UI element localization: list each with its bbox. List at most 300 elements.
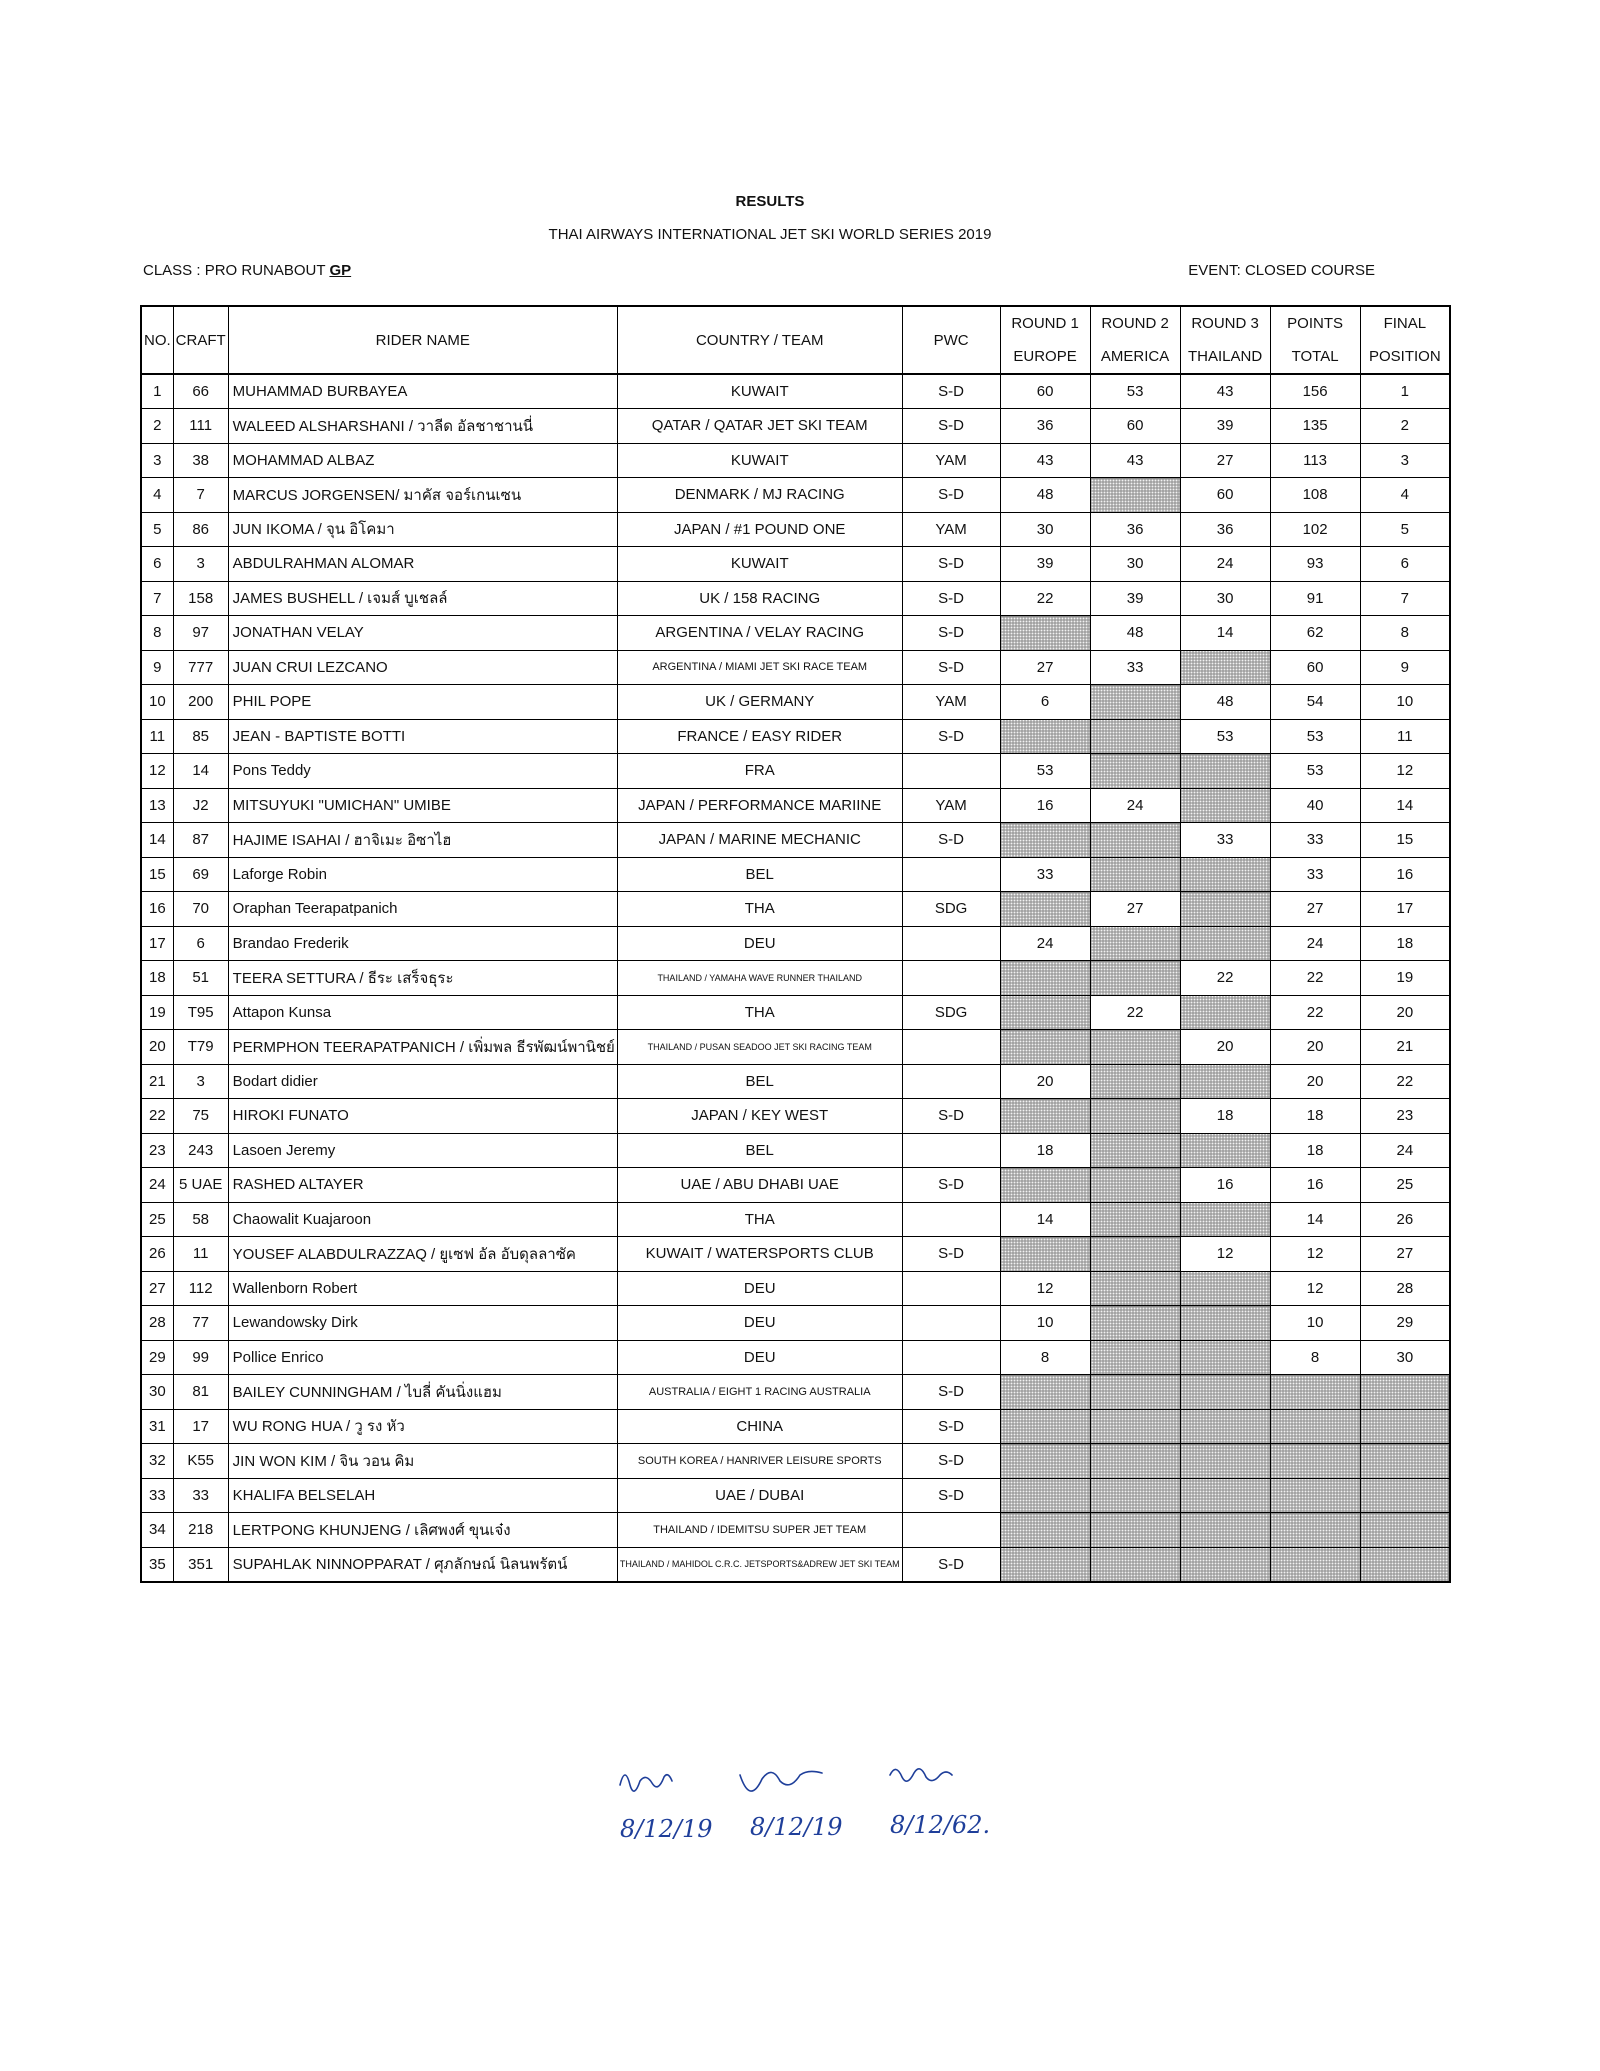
row-round1 <box>1000 1478 1090 1513</box>
row-craft: 86 <box>173 512 228 547</box>
row-pwc <box>902 1340 1000 1375</box>
row-round1 <box>1000 1099 1090 1134</box>
row-no: 23 <box>141 1133 173 1168</box>
row-final-position: 11 <box>1360 719 1450 754</box>
row-craft: 99 <box>173 1340 228 1375</box>
row-round1: 53 <box>1000 754 1090 789</box>
row-no: 13 <box>141 788 173 823</box>
table-row <box>141 1237 1450 1272</box>
row-round1: 48 <box>1000 478 1090 513</box>
row-craft: T79 <box>173 1030 228 1065</box>
row-round3: 39 <box>1180 409 1270 444</box>
row-pwc <box>902 1030 1000 1065</box>
row-rider-name: HAJIME ISAHAI / ฮาจิเมะ อิซาไฮ <box>228 823 617 858</box>
row-round3 <box>1180 650 1270 685</box>
row-craft: 85 <box>173 719 228 754</box>
row-no: 24 <box>141 1168 173 1203</box>
row-final-position: 23 <box>1360 1099 1450 1134</box>
row-round1: 27 <box>1000 650 1090 685</box>
row-pwc: S-D <box>902 547 1000 582</box>
row-rider-name: JONATHAN VELAY <box>228 616 617 651</box>
row-craft: 3 <box>173 547 228 582</box>
row-round2: 43 <box>1090 443 1180 478</box>
row-round1 <box>1000 1409 1090 1444</box>
row-craft: 218 <box>173 1513 228 1548</box>
row-country-team: DEU <box>617 1340 902 1375</box>
row-points-total: 54 <box>1270 685 1360 720</box>
row-points-total: 10 <box>1270 1306 1360 1341</box>
row-points-total <box>1270 1513 1360 1548</box>
row-round1: 33 <box>1000 857 1090 892</box>
row-no: 35 <box>141 1547 173 1582</box>
row-country-team: FRANCE / EASY RIDER <box>617 719 902 754</box>
row-round3: 30 <box>1180 581 1270 616</box>
row-round3 <box>1180 1478 1270 1513</box>
row-round3: 53 <box>1180 719 1270 754</box>
row-final-position: 4 <box>1360 478 1450 513</box>
row-country-team: FRA <box>617 754 902 789</box>
row-points-total: 14 <box>1270 1202 1360 1237</box>
row-rider-name: HIROKI FUNATO <box>228 1099 617 1134</box>
row-rider-name: Lewandowsky Dirk <box>228 1306 617 1341</box>
row-rider-name: RASHED ALTAYER <box>228 1168 617 1203</box>
row-points-total: 20 <box>1270 1064 1360 1099</box>
row-rider-name: KHALIFA BELSELAH <box>228 1478 617 1513</box>
row-final-position: 18 <box>1360 926 1450 961</box>
row-pwc: S-D <box>902 478 1000 513</box>
row-pwc: S-D <box>902 823 1000 858</box>
row-round1 <box>1000 823 1090 858</box>
row-craft: 5 UAE <box>173 1168 228 1203</box>
row-rider-name: Lasoen Jeremy <box>228 1133 617 1168</box>
table-row <box>141 1202 1450 1237</box>
table-row <box>141 1444 1450 1479</box>
row-no: 12 <box>141 754 173 789</box>
row-pwc: S-D <box>902 1547 1000 1582</box>
table-row <box>141 1409 1450 1444</box>
row-country-team: JAPAN / MARINE MECHANIC <box>617 823 902 858</box>
row-rider-name: MARCUS JORGENSEN/ มาคัส จอร์เกนเซน <box>228 478 617 513</box>
row-pwc: S-D <box>902 1168 1000 1203</box>
row-no: 15 <box>141 857 173 892</box>
row-no: 2 <box>141 409 173 444</box>
row-round2 <box>1090 1513 1180 1548</box>
row-final-position: 21 <box>1360 1030 1450 1065</box>
row-final-position: 27 <box>1360 1237 1450 1272</box>
row-no: 25 <box>141 1202 173 1237</box>
row-round3 <box>1180 1409 1270 1444</box>
row-rider-name: Brandao Frederik <box>228 926 617 961</box>
table-row <box>141 1478 1450 1513</box>
row-rider-name: JIN WON KIM / จิน วอน คิม <box>228 1444 617 1479</box>
row-no: 1 <box>141 374 173 409</box>
table-row <box>141 374 1450 409</box>
row-craft: 243 <box>173 1133 228 1168</box>
row-no: 32 <box>141 1444 173 1479</box>
row-no: 11 <box>141 719 173 754</box>
row-pwc <box>902 1513 1000 1548</box>
row-no: 4 <box>141 478 173 513</box>
row-points-total: 18 <box>1270 1133 1360 1168</box>
row-final-position: 28 <box>1360 1271 1450 1306</box>
row-final-position: 16 <box>1360 857 1450 892</box>
row-round1 <box>1000 1030 1090 1065</box>
row-rider-name: MUHAMMAD BURBAYEA <box>228 374 617 409</box>
row-round3: 43 <box>1180 374 1270 409</box>
row-pwc: S-D <box>902 374 1000 409</box>
row-round3: 18 <box>1180 1099 1270 1134</box>
col-country-team: COUNTRY / TEAM <box>617 306 902 374</box>
row-round1 <box>1000 1375 1090 1410</box>
row-country-team: BEL <box>617 857 902 892</box>
table-row <box>141 512 1450 547</box>
row-round2 <box>1090 1168 1180 1203</box>
row-final-position: 30 <box>1360 1340 1450 1375</box>
row-pwc <box>902 1306 1000 1341</box>
col-no: NO. <box>141 306 173 374</box>
table-row <box>141 1306 1450 1341</box>
header-row <box>141 306 1450 374</box>
row-round2: 22 <box>1090 995 1180 1030</box>
row-country-team: KUWAIT <box>617 374 902 409</box>
row-round3: 48 <box>1180 685 1270 720</box>
row-craft: 17 <box>173 1409 228 1444</box>
row-country-team: ARGENTINA / MIAMI JET SKI RACE TEAM <box>617 650 902 685</box>
row-country-team: BEL <box>617 1133 902 1168</box>
row-no: 5 <box>141 512 173 547</box>
row-final-position: 1 <box>1360 374 1450 409</box>
row-round3: 22 <box>1180 961 1270 996</box>
row-rider-name: Chaowalit Kuajaroon <box>228 1202 617 1237</box>
row-round2 <box>1090 1271 1180 1306</box>
row-craft: 75 <box>173 1099 228 1134</box>
table-row <box>141 650 1450 685</box>
row-pwc <box>902 1271 1000 1306</box>
row-round1 <box>1000 1444 1090 1479</box>
row-round1: 36 <box>1000 409 1090 444</box>
row-points-total: 53 <box>1270 754 1360 789</box>
row-country-team: UAE / ABU DHABI UAE <box>617 1168 902 1203</box>
row-round1 <box>1000 1513 1090 1548</box>
row-round3 <box>1180 1064 1270 1099</box>
row-round2 <box>1090 685 1180 720</box>
row-rider-name: LERTPONG KHUNJENG / เลิศพงศ์ ขุนเจ๋ง <box>228 1513 617 1548</box>
row-rider-name: Laforge Robin <box>228 857 617 892</box>
col-round2-l2: AMERICA <box>1100 348 1170 365</box>
row-pwc <box>902 1064 1000 1099</box>
row-round1 <box>1000 719 1090 754</box>
row-round3: 24 <box>1180 547 1270 582</box>
table-row <box>141 926 1450 961</box>
row-no: 3 <box>141 443 173 478</box>
row-country-team: THAILAND / PUSAN SEADOO JET SKI RACING TEAM <box>617 1030 902 1065</box>
row-craft: T95 <box>173 995 228 1030</box>
row-craft: 66 <box>173 374 228 409</box>
row-country-team: DEU <box>617 926 902 961</box>
row-round3 <box>1180 1444 1270 1479</box>
row-final-position: 2 <box>1360 409 1450 444</box>
row-points-total: 135 <box>1270 409 1360 444</box>
row-round1 <box>1000 1168 1090 1203</box>
row-final-position: 19 <box>1360 961 1450 996</box>
table-row <box>141 892 1450 927</box>
row-country-team: UK / 158 RACING <box>617 581 902 616</box>
row-rider-name: JAMES BUSHELL / เจมส์ บูเชลล์ <box>228 581 617 616</box>
row-country-team: THAILAND / IDEMITSU SUPER JET TEAM <box>617 1513 902 1548</box>
row-round1: 20 <box>1000 1064 1090 1099</box>
row-round3: 16 <box>1180 1168 1270 1203</box>
row-points-total: 12 <box>1270 1237 1360 1272</box>
row-rider-name: ABDULRAHMAN ALOMAR <box>228 547 617 582</box>
table-row <box>141 685 1450 720</box>
row-round1: 18 <box>1000 1133 1090 1168</box>
row-round1: 16 <box>1000 788 1090 823</box>
row-craft: 351 <box>173 1547 228 1582</box>
signature-3-date: 8/12/62. <box>890 1811 991 1839</box>
row-rider-name: Attapon Kunsa <box>228 995 617 1030</box>
row-craft: K55 <box>173 1444 228 1479</box>
row-no: 34 <box>141 1513 173 1548</box>
row-final-position <box>1360 1375 1450 1410</box>
row-craft: 14 <box>173 754 228 789</box>
row-no: 20 <box>141 1030 173 1065</box>
row-round2 <box>1090 926 1180 961</box>
row-round3: 14 <box>1180 616 1270 651</box>
row-pwc: S-D <box>902 1375 1000 1410</box>
row-round3 <box>1180 1375 1270 1410</box>
row-round3 <box>1180 1202 1270 1237</box>
table-row <box>141 788 1450 823</box>
row-pwc <box>902 1133 1000 1168</box>
row-pwc: S-D <box>902 650 1000 685</box>
signature-2-date: 8/12/19 <box>750 1813 843 1841</box>
results-title: RESULTS <box>735 193 805 210</box>
row-round2: 60 <box>1090 409 1180 444</box>
row-no: 7 <box>141 581 173 616</box>
row-country-team: DENMARK / MJ RACING <box>617 478 902 513</box>
signature-1-date: 8/12/19 <box>620 1815 713 1843</box>
row-rider-name: Wallenborn Robert <box>228 1271 617 1306</box>
row-pwc: S-D <box>902 1099 1000 1134</box>
row-final-position: 7 <box>1360 581 1450 616</box>
row-rider-name: Pollice Enrico <box>228 1340 617 1375</box>
row-round2 <box>1090 1064 1180 1099</box>
row-pwc: S-D <box>902 1237 1000 1272</box>
row-round2 <box>1090 754 1180 789</box>
row-craft: J2 <box>173 788 228 823</box>
row-round3 <box>1180 1271 1270 1306</box>
row-pwc: S-D <box>902 581 1000 616</box>
table-row <box>141 719 1450 754</box>
row-pwc: S-D <box>902 616 1000 651</box>
row-points-total: 93 <box>1270 547 1360 582</box>
row-country-team: CHINA <box>617 1409 902 1444</box>
row-points-total: 12 <box>1270 1271 1360 1306</box>
row-round1 <box>1000 616 1090 651</box>
row-country-team: THA <box>617 1202 902 1237</box>
row-pwc: S-D <box>902 1478 1000 1513</box>
row-pwc <box>902 754 1000 789</box>
row-round3 <box>1180 1133 1270 1168</box>
col-round2 <box>1090 306 1180 374</box>
row-no: 16 <box>141 892 173 927</box>
row-country-team: UK / GERMANY <box>617 685 902 720</box>
row-final-position <box>1360 1478 1450 1513</box>
row-round2: 30 <box>1090 547 1180 582</box>
row-round3: 20 <box>1180 1030 1270 1065</box>
row-points-total: 20 <box>1270 1030 1360 1065</box>
row-round1: 14 <box>1000 1202 1090 1237</box>
row-rider-name: Bodart didier <box>228 1064 617 1099</box>
row-round2 <box>1090 1099 1180 1134</box>
row-points-total: 62 <box>1270 616 1360 651</box>
row-no: 22 <box>141 1099 173 1134</box>
row-round2: 53 <box>1090 374 1180 409</box>
row-pwc <box>902 961 1000 996</box>
row-rider-name: PERMPHON TEERAPATPANICH / เพิ่มพล ธีรพัฒน์พานิชย์ <box>228 1030 617 1065</box>
row-pwc <box>902 926 1000 961</box>
row-pwc: SDG <box>902 892 1000 927</box>
row-round2: 27 <box>1090 892 1180 927</box>
row-rider-name: TEERA SETTURA / ธีระ เสร็จธุระ <box>228 961 617 996</box>
row-no: 27 <box>141 1271 173 1306</box>
table-row <box>141 823 1450 858</box>
table-row <box>141 1064 1450 1099</box>
row-round2 <box>1090 478 1180 513</box>
row-final-position: 8 <box>1360 616 1450 651</box>
row-round2 <box>1090 823 1180 858</box>
row-final-position: 26 <box>1360 1202 1450 1237</box>
class-gp: GP <box>329 262 352 279</box>
row-rider-name: JEAN - BAPTISTE BOTTI <box>228 719 617 754</box>
row-round3: 60 <box>1180 478 1270 513</box>
col-final-l1: FINAL <box>1383 315 1427 332</box>
row-points-total: 18 <box>1270 1099 1360 1134</box>
table-row <box>141 1030 1450 1065</box>
row-no: 30 <box>141 1375 173 1410</box>
row-country-team: UAE / DUBAI <box>617 1478 902 1513</box>
row-pwc: S-D <box>902 719 1000 754</box>
row-craft: 6 <box>173 926 228 961</box>
col-round3-l2: THAILAND <box>1187 348 1263 365</box>
col-round3-l1: ROUND 3 <box>1191 315 1259 332</box>
row-pwc: YAM <box>902 685 1000 720</box>
signature-2-scribble <box>740 1771 822 1791</box>
row-points-total: 22 <box>1270 961 1360 996</box>
row-round1: 39 <box>1000 547 1090 582</box>
row-round3 <box>1180 1513 1270 1548</box>
row-points-total: 33 <box>1270 857 1360 892</box>
row-no: 29 <box>141 1340 173 1375</box>
table-row <box>141 1099 1450 1134</box>
row-pwc: SDG <box>902 995 1000 1030</box>
row-final-position <box>1360 1513 1450 1548</box>
table-row <box>141 754 1450 789</box>
row-round3 <box>1180 926 1270 961</box>
table-row <box>141 1340 1450 1375</box>
row-rider-name: JUN IKOMA / จุน อิโคมา <box>228 512 617 547</box>
row-no: 10 <box>141 685 173 720</box>
col-final-l2: POSITION <box>1368 348 1441 365</box>
row-round2 <box>1090 1444 1180 1479</box>
row-points-total <box>1270 1409 1360 1444</box>
row-round2: 33 <box>1090 650 1180 685</box>
row-final-position: 12 <box>1360 754 1450 789</box>
col-final-position <box>1360 306 1450 374</box>
row-points-total: 22 <box>1270 995 1360 1030</box>
row-craft: 97 <box>173 616 228 651</box>
row-points-total: 102 <box>1270 512 1360 547</box>
row-round2: 36 <box>1090 512 1180 547</box>
row-pwc: S-D <box>902 409 1000 444</box>
row-craft: 112 <box>173 1271 228 1306</box>
row-round2 <box>1090 1409 1180 1444</box>
row-round1 <box>1000 1237 1090 1272</box>
row-rider-name: SUPAHLAK NINNOPPARAT / ศุภลักษณ์ นิลนพรัตน์ <box>228 1547 617 1582</box>
row-points-total: 16 <box>1270 1168 1360 1203</box>
table-row <box>141 1168 1450 1203</box>
row-round2 <box>1090 1030 1180 1065</box>
row-craft: 200 <box>173 685 228 720</box>
row-round2 <box>1090 1340 1180 1375</box>
row-round3 <box>1180 788 1270 823</box>
table-row <box>141 409 1450 444</box>
row-craft: 51 <box>173 961 228 996</box>
row-country-team: KUWAIT / WATERSPORTS CLUB <box>617 1237 902 1272</box>
row-pwc: YAM <box>902 788 1000 823</box>
row-no: 8 <box>141 616 173 651</box>
row-final-position <box>1360 1444 1450 1479</box>
table-row <box>141 478 1450 513</box>
col-round1-l2: EUROPE <box>1013 348 1077 365</box>
row-no: 28 <box>141 1306 173 1341</box>
row-round3: 27 <box>1180 443 1270 478</box>
row-final-position: 22 <box>1360 1064 1450 1099</box>
row-round1: 12 <box>1000 1271 1090 1306</box>
row-round3 <box>1180 857 1270 892</box>
row-craft: 7 <box>173 478 228 513</box>
row-round1 <box>1000 995 1090 1030</box>
row-round3: 12 <box>1180 1237 1270 1272</box>
row-final-position <box>1360 1547 1450 1582</box>
row-points-total: 108 <box>1270 478 1360 513</box>
table-row <box>141 857 1450 892</box>
row-rider-name: MITSUYUKI "UMICHAN" UMIBE <box>228 788 617 823</box>
row-points-total <box>1270 1547 1360 1582</box>
row-round3 <box>1180 754 1270 789</box>
row-round2 <box>1090 1375 1180 1410</box>
row-craft: 33 <box>173 1478 228 1513</box>
table-row <box>141 1271 1450 1306</box>
table-row <box>141 1375 1450 1410</box>
row-no: 26 <box>141 1237 173 1272</box>
row-points-total <box>1270 1478 1360 1513</box>
row-pwc <box>902 1202 1000 1237</box>
row-points-total: 91 <box>1270 581 1360 616</box>
row-final-position: 14 <box>1360 788 1450 823</box>
row-round1 <box>1000 1547 1090 1582</box>
event-label: EVENT: CLOSED COURSE <box>1188 262 1375 279</box>
row-round2 <box>1090 1202 1180 1237</box>
row-country-team: QATAR / QATAR JET SKI TEAM <box>617 409 902 444</box>
row-no: 19 <box>141 995 173 1030</box>
row-points-total: 40 <box>1270 788 1360 823</box>
row-rider-name: YOUSEF ALABDULRAZZAQ / ยูเซฟ อัล อับดุลลาซัค <box>228 1237 617 1272</box>
row-country-team: SOUTH KOREA / HANRIVER LEISURE SPORTS <box>617 1444 902 1479</box>
row-rider-name: Oraphan Teerapatpanich <box>228 892 617 927</box>
row-round1: 60 <box>1000 374 1090 409</box>
row-pwc: S-D <box>902 1444 1000 1479</box>
